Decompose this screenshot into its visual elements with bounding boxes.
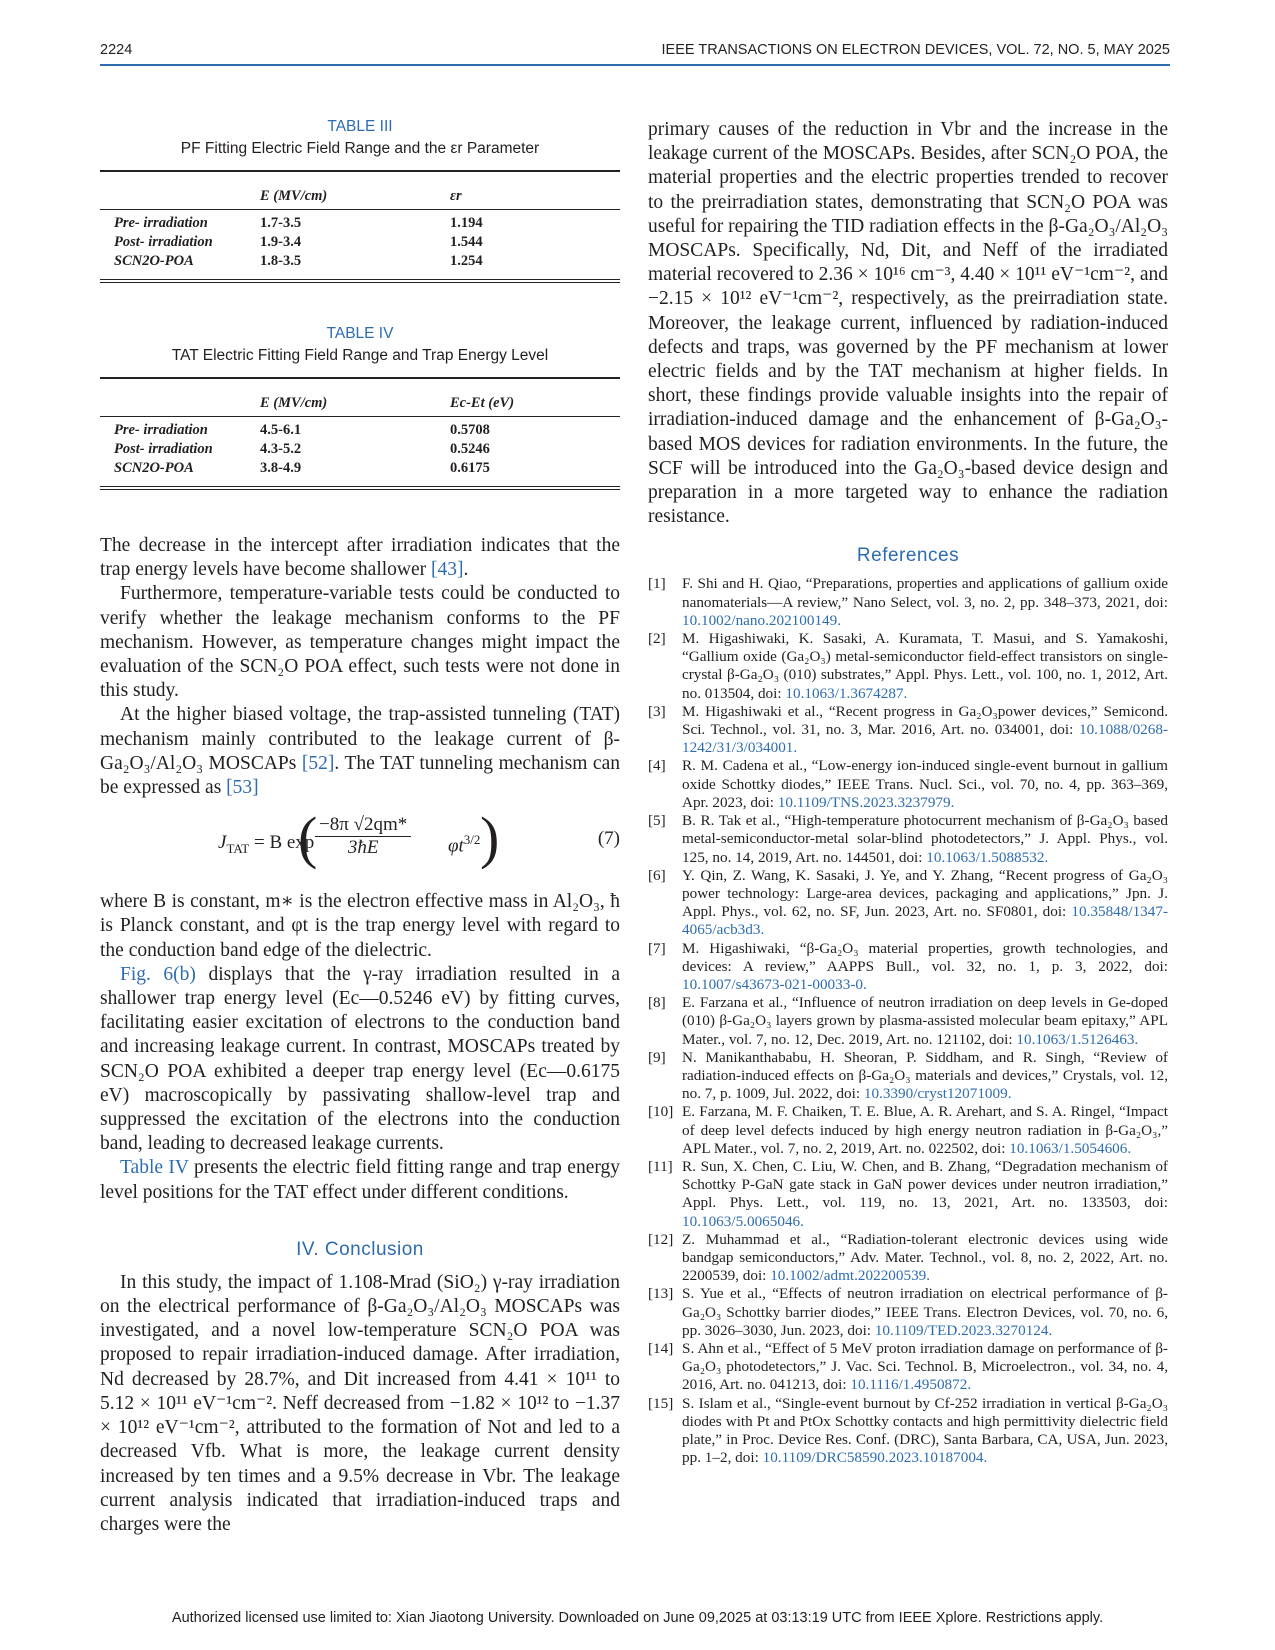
table3-title: PF Fitting Electric Field Range and the εr Parameter bbox=[180, 140, 540, 157]
reference-item bbox=[648, 757, 1168, 812]
reference-item bbox=[648, 812, 1168, 867]
reference-text: S. Islam et al., “Single-event burnout by Cf-252 irradiation in vertical β-Ga₂O₃ diodes with Pt and PtOx Schottky contacts and high permittivity dielectric field plate,” in Proc. Device Res. Conf. (DRC), Santa Barbara, CA, USA, Jun. 2023, pp. 1–2, doi: bbox=[682, 1394, 1168, 1467]
reference-item bbox=[648, 1395, 1168, 1468]
reference-number: [8] bbox=[648, 994, 666, 1012]
page-header bbox=[100, 38, 1170, 66]
reference-text: M. Higashiwaki et al., “Recent progress in Ga₂O₃power devices,” Semicond. Sci. Technol., vol. 31, no. 3, Mar. 2016, Art. no. 034001, doi: bbox=[682, 702, 1168, 739]
doi-link[interactable]: 10.3390/cryst12071009. bbox=[863, 1085, 1012, 1103]
equation-fraction: $\frac{-8\pi √2qm*}{3ħE}$ bbox=[315, 814, 411, 859]
row-label: SCN2O-POA bbox=[114, 253, 194, 269]
table3-number: TABLE III bbox=[327, 118, 393, 135]
reference-number: [10] bbox=[648, 1103, 674, 1121]
doi-link[interactable]: 10.1002/nano.202100149. bbox=[682, 611, 842, 629]
citation-link[interactable]: [43] bbox=[431, 559, 464, 581]
cell: 0.6175 bbox=[450, 460, 490, 476]
equation-phi: $\varphi t^{3/2}$ bbox=[448, 832, 481, 857]
references-list bbox=[648, 575, 1168, 1467]
row-label: Pre- irradiation bbox=[114, 422, 208, 438]
right-column bbox=[648, 118, 1168, 1467]
table-row bbox=[100, 459, 620, 488]
reference-text: B. R. Tak et al., “High-temperature photocurrent mechanism of β-Ga₂O₃ based metal-semiconductor-metal solar-blind photodetectors,” J. Appl. Phys., vol. 125, no. 14, 2019, Art. no. 144501, doi: bbox=[682, 812, 1168, 866]
doi-link[interactable]: 10.1109/TED.2023.3270124. bbox=[874, 1321, 1053, 1339]
left-paren: ( bbox=[298, 805, 318, 871]
doi-link[interactable]: 10.1116/1.4950872. bbox=[850, 1376, 972, 1394]
reference-number: [7] bbox=[648, 939, 666, 957]
row-label: SCN2O-POA bbox=[114, 460, 194, 476]
doi-link[interactable]: 10.1063/5.0065046. bbox=[682, 1212, 804, 1230]
table4-number: TABLE IV bbox=[326, 325, 394, 342]
reference-item bbox=[648, 940, 1168, 995]
cell: 1.544 bbox=[450, 234, 483, 250]
table4-caption bbox=[100, 325, 620, 365]
citation-link[interactable]: [53] bbox=[226, 777, 259, 799]
doi-link[interactable]: 10.1063/1.5054606. bbox=[1009, 1139, 1132, 1157]
reference-number: [13] bbox=[648, 1285, 674, 1303]
reference-text: S. Yue et al., “Effects of neutron irradiation on electrical performance of β-Ga₂O₃ Schottky barrier diodes,” IEEE Trans. Electron Devices, vol. 70, no. 6, pp. 3026–3030, Jun. 2023, doi: bbox=[682, 1285, 1168, 1339]
paragraph: The decrease in the intercept after irradiation indicates that the trap energy levels have become shallower [43]. bbox=[100, 535, 620, 581]
table-row bbox=[100, 417, 620, 441]
row-label: Pre- irradiation bbox=[114, 215, 208, 231]
reference-number: [12] bbox=[648, 1230, 674, 1248]
references-heading: References bbox=[856, 545, 960, 567]
reference-item bbox=[648, 1158, 1168, 1231]
doi-link[interactable]: 10.1088/0268-1242/31/3/034001. bbox=[682, 721, 1168, 757]
doi-link[interactable]: 10.1002/admt.202200539. bbox=[770, 1267, 931, 1285]
reference-item bbox=[648, 994, 1168, 1049]
cell: 0.5246 bbox=[450, 441, 490, 457]
cell: 1.8-3.5 bbox=[260, 253, 302, 269]
reference-number: [1] bbox=[648, 575, 666, 593]
reference-text: M. Higashiwaki, “β-Ga₂O₃ material properties, growth technologies, and devices: A review,” AAPPS Bull., vol. 32, no. 1, p. 3, 2022, doi: bbox=[682, 939, 1168, 975]
equation-lhs: $J_{TAT} = B$ exp bbox=[218, 832, 315, 857]
table-row bbox=[100, 252, 620, 281]
reference-item bbox=[648, 630, 1168, 703]
paragraph: In this study, the impact of 1.108-Mrad (SiO₂) γ-ray irradiation on the electrical performance of β-Ga₂O₃/Al₂O₃ MOSCAPs was investigated, and a novel low-temperature SCN₂O POA was proposed to repair irradiation-induced damage. After irradiation, Nd decreased by 28.7%, and Dit increased from 4.41 × 10¹¹ to 5.12 × 10¹¹ eV⁻¹cm⁻². Neff decreased from −1.82 × 10¹² to −1.37 × 10¹² eV⁻¹cm⁻², attributed to the formation of Not and led to a decreased Vfb. What is more, the leakage current density increased by ten times and a 9.5% decrease in Vbr. The leakage current analysis indicated that irradiation-induced traps and charges were the bbox=[100, 1271, 620, 1535]
cell: 1.7-3.5 bbox=[260, 215, 302, 231]
reference-item bbox=[648, 1285, 1168, 1340]
table3-caption bbox=[100, 118, 620, 158]
reference-number: [6] bbox=[648, 866, 666, 884]
paragraph: primary causes of the reduction in Vbr and the increase in the leakage current of the MOSCAPs. Besides, after SCN₂O POA, the material properties and the electric properties trended to recover to the preirradiation states, demonstrating that SCN₂O POA was useful for repairing the TID radiation effects in the β-Ga₂O₃/Al₂O₃ MOSCAPs. Specifically, Nd, Dit, and Neff of the irradiated material recovered to 2.36 × 10¹⁶ cm⁻³, 4.40 × 10¹¹ eV⁻¹cm⁻², and −2.15 × 10¹² eV⁻¹cm⁻², respectively, as the preirradiation state. Moreover, the leakage current, influenced by radiation-induced defects and traps, was governed by the PF mechanism at lower electric fields and by the TAT mechanism at higher fields. In short, these findings provide valuable insights into the repair of irradiation-induced damage and the enhancement of β-Ga₂O₃-based MOS devices for radiation environments. In the future, the SCF will be introduced into the Ga₂O₃-based device design and preparation in a more targeted way to enhance the radiation resistance. bbox=[648, 119, 1168, 528]
doi-link[interactable]: 10.1063/1.3674287. bbox=[785, 684, 908, 702]
figure-link[interactable]: Fig. 6(b) bbox=[120, 963, 196, 985]
reference-text: M. Higashiwaki, K. Sasaki, A. Kuramata, T. Masui, and S. Yamakoshi, “Gallium oxide (Ga₂O₃) metal-semiconductor field-effect transistors on single-crystal β-Ga₂O₃ (010) substrates,” Appl. Phys. Lett., vol. 100, no. 1, 2012, Art. no. 013504, doi: bbox=[682, 630, 1168, 702]
table3-col1: E (MV/cm) bbox=[260, 171, 450, 210]
license-footer: Authorized licensed use limited to: Xian Jiaotong University. Downloaded on June 09,2025 at 03:13:19 UTC from IEEE Xplore. Restrictions apply. bbox=[171, 1610, 1104, 1626]
page-number: 2224 bbox=[100, 42, 133, 58]
table4 bbox=[100, 377, 620, 490]
reference-item bbox=[648, 575, 1168, 630]
table4-col2: Ec-Et (eV) bbox=[450, 378, 620, 417]
reference-number: [3] bbox=[648, 702, 666, 720]
reference-text: R. Sun, X. Chen, C. Liu, W. Chen, and B. Zhang, “Degradation mechanism of Schottky P-GaN gate stack in GaN power devices under neutron irradiation,” Appl. Phys. Lett., vol. 119, no. 13, 2021, Art. no. 133503, doi: bbox=[682, 1157, 1168, 1212]
table-row bbox=[100, 210, 620, 234]
paragraph: Fig. 6(b) displays that the γ-ray irradiation resulted in a shallower trap energy level (Ec—0.5246 eV) by fitting curves, facilitating easier excitation of electrons to the conduction band and increasing leakage current. In contrast, MOSCAPs treated by SCN₂O POA exhibited a deeper trap energy level (Ec—0.6175 eV) macroscopically by passivating shallow-level trap and suppressed the excitation of the electrons into the conduction band, leading to decreased leakage currents. bbox=[100, 963, 621, 1155]
doi-link[interactable]: 10.1109/TNS.2023.3237979. bbox=[777, 793, 955, 811]
reference-text: N. Manikanthababu, H. Sheoran, P. Siddham, and R. Singh, “Review of radiation-induced effects on β-Ga₂O₃ materials and devices,” Crystals, vol. 12, no. 7, p. 1009, Jul. 2022, doi: bbox=[682, 1048, 1168, 1103]
cell: 1.9-3.4 bbox=[260, 234, 302, 250]
reference-number: [14] bbox=[648, 1339, 674, 1357]
doi-link[interactable]: 10.35848/1347-4065/acb3d3. bbox=[682, 903, 1168, 939]
reference-text: R. M. Cadena et al., “Low-energy ion-induced single-event burnout in gallium oxide Schottky diodes,” IEEE Trans. Nucl. Sci., vol. 70, no. 4, pp. 363–369, Apr. 2023, doi: bbox=[682, 757, 1168, 811]
reference-number: [9] bbox=[648, 1048, 666, 1066]
doi-link[interactable]: 10.1063/1.5126463. bbox=[1016, 1030, 1139, 1048]
section-heading: IV. Conclusion bbox=[296, 1238, 424, 1260]
row-label: Post- irradiation bbox=[114, 234, 213, 250]
cell: 3.8-4.9 bbox=[260, 460, 302, 476]
doi-link[interactable]: 10.1109/DRC58590.2023.10187004. bbox=[762, 1449, 988, 1467]
reference-item bbox=[648, 1049, 1168, 1104]
table4-col1: E (MV/cm) bbox=[260, 378, 450, 417]
equation-number: (7) bbox=[597, 828, 620, 850]
table3-col2: εr bbox=[450, 171, 620, 210]
doi-link[interactable]: 10.1007/s43673-021-00033-0. bbox=[682, 975, 867, 993]
reference-number: [2] bbox=[648, 630, 666, 648]
journal-title: IEEE TRANSACTIONS ON ELECTRON DEVICES, VOL. 72, NO. 5, MAY 2025 bbox=[661, 42, 1170, 58]
reference-number: [15] bbox=[648, 1394, 674, 1412]
reference-item bbox=[648, 703, 1168, 758]
row-label: Post- irradiation bbox=[114, 441, 213, 457]
table4-title: TAT Electric Fitting Field Range and Trap Energy Level bbox=[171, 347, 549, 364]
cell: 0.5708 bbox=[450, 422, 490, 438]
cell: 4.3-5.2 bbox=[260, 441, 302, 457]
reference-number: [5] bbox=[648, 812, 666, 830]
reference-text: Z. Muhammad et al., “Radiation-tolerant electronic devices using wide bandgap semiconductors,” Adv. Mater. Technol., vol. 8, no. 2, 2022, Art. no. 2200539, doi: bbox=[682, 1230, 1168, 1285]
cell: 1.194 bbox=[450, 215, 483, 231]
reference-item bbox=[648, 1340, 1168, 1395]
reference-text: F. Shi and H. Qiao, “Preparations, properties and applications of gallium oxide nanomaterials—A review,” Nano Select, vol. 3, no. 2, pp. 348–373, 2021, doi: bbox=[682, 575, 1168, 611]
reference-item bbox=[648, 867, 1168, 940]
right-paren: ) bbox=[480, 805, 500, 871]
reference-text: Y. Qin, Z. Wang, K. Sasaki, J. Ye, and Y. Zhang, “Recent progress of Ga₂O₃ power technology: Large-area devices, packaging and applications,” Jpn. J. Appl. Phys., vol. 62, no. SF, Jun. 2023, Art. no. SF0801, doi: bbox=[682, 866, 1168, 921]
reference-text: S. Ahn et al., “Effect of 5 MeV proton irradiation damage on performance of β-Ga₂O₃ photodetectors,” J. Vac. Sci. Technol. B, Microelectron., vol. 34, no. 4, 2016, Art. no. 041213, doi: bbox=[682, 1339, 1168, 1394]
reference-text: E. Farzana, M. F. Chaiken, T. E. Blue, A. R. Arehart, and S. A. Ringel, “Impact of deep level defects induced by high energy neutron radiation in β-Ga₂O₃,” APL Mater., vol. 7, no. 2, 2019, Art. no. 022502, doi: bbox=[682, 1103, 1168, 1157]
reference-number: [4] bbox=[648, 757, 666, 775]
paragraph: Furthermore, temperature-variable tests could be conducted to verify whether the leakage mechanism conforms to the PF mechanism. However, as temperature changes might impact the evaluation of the SCN₂O POA effect, such tests were not done in this study. bbox=[100, 583, 620, 702]
equation-7 bbox=[100, 804, 620, 886]
paragraph: At the higher biased voltage, the trap-assisted tunneling (TAT) mechanism mainly contributed to the leakage current of β-Ga₂O₃/Al₂O₃ MOSCAPs [52]. The TAT tunneling mechanism can be expressed as [53] bbox=[100, 704, 620, 799]
cell: 4.5-6.1 bbox=[260, 422, 302, 438]
cell: 1.254 bbox=[450, 253, 483, 269]
table-row bbox=[100, 233, 620, 252]
citation-link[interactable]: [52] bbox=[301, 752, 335, 774]
reference-item bbox=[648, 1103, 1168, 1158]
paragraph: Table IV presents the electric field fitting range and trap energy level positions for the TAT effect under different conditions. bbox=[100, 1157, 620, 1203]
paragraph: where B is constant, m∗ is the electron effective mass in Al₂O₃, ħ is Planck constant, and φt is the trap energy level with regard to the conduction band edge of the dielectric. bbox=[100, 891, 620, 961]
reference-item bbox=[648, 1231, 1168, 1286]
table3 bbox=[100, 170, 620, 283]
table-row bbox=[100, 440, 620, 459]
reference-text: E. Farzana et al., “Influence of neutron irradiation on deep levels in Ge-doped (010) β-Ga₂O₃ layers grown by plasma-assisted molecular beam epitaxy,” APL Mater., vol. 7, no. 12, Dec. 2019, Art. no. 121102, doi: bbox=[682, 994, 1168, 1048]
left-column bbox=[100, 118, 620, 1537]
table-link[interactable]: Table IV bbox=[120, 1157, 189, 1179]
reference-number: [11] bbox=[648, 1157, 673, 1175]
doi-link[interactable]: 10.1063/1.5088532. bbox=[926, 848, 1049, 866]
